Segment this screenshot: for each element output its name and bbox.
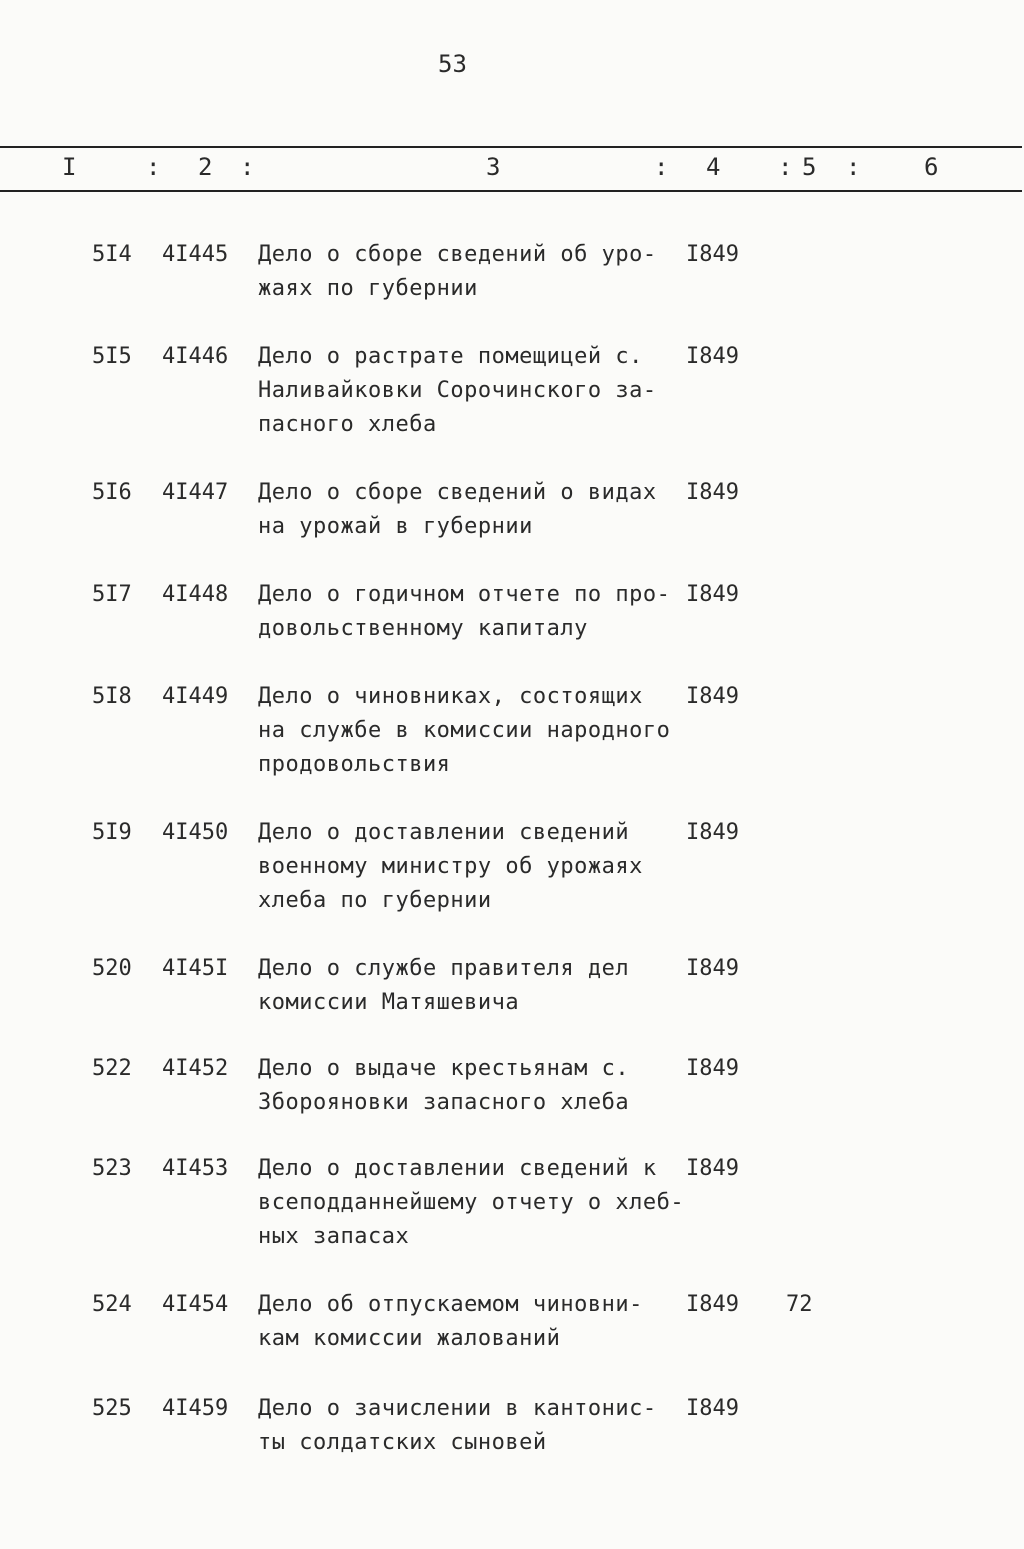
title-line: всеподданнейшему отчету о хлеб- — [258, 1190, 685, 1215]
title-line: ных запасах — [258, 1224, 410, 1249]
entry-inventory-number: 4I449 — [162, 684, 229, 709]
title-line: Дело об отпускаемом чиновни- — [258, 1292, 643, 1317]
column-header-5: 5 — [802, 153, 817, 181]
title-line: на службе в комиссии народного — [258, 718, 671, 743]
title-line: Наливайковки Сорочинского за- — [258, 378, 657, 403]
entry-number: 523 — [92, 1156, 132, 1181]
column-header-6: 6 — [924, 153, 939, 181]
column-header-1: I — [62, 153, 77, 181]
entry-inventory-number: 4I450 — [162, 820, 229, 845]
title-line: ты солдатских сыновей — [258, 1430, 547, 1455]
entry-number: 520 — [92, 956, 132, 981]
entry-year: I849 — [686, 344, 739, 369]
entry-year: I849 — [686, 582, 739, 607]
entry-inventory-number: 4I453 — [162, 1156, 229, 1181]
title-line: Дело о растрате помещицей с. — [258, 344, 643, 369]
entry-number: 522 — [92, 1056, 132, 1081]
column-separator: : — [240, 153, 255, 181]
entry-inventory-number: 4I454 — [162, 1292, 229, 1317]
title-line: пасного хлеба — [258, 412, 437, 437]
entry-title — [258, 340, 688, 442]
title-line: Дело о сборе сведений об уро- — [258, 242, 657, 267]
column-separator: : — [846, 153, 861, 181]
title-line: кам комиссии жалований — [258, 1326, 561, 1351]
entry-number: 5I6 — [92, 480, 132, 505]
entry-inventory-number: 4I45I — [162, 956, 229, 981]
column-separator: : — [778, 153, 793, 181]
column-header-4: 4 — [706, 153, 721, 181]
entry-year: I849 — [686, 684, 739, 709]
entry-title — [258, 578, 688, 646]
entry-year: I849 — [686, 242, 739, 267]
entry-year: I849 — [686, 820, 739, 845]
entry-number: 525 — [92, 1396, 132, 1421]
column-separator: : — [654, 153, 669, 181]
title-line: Збороянoвки запасного хлеба — [258, 1090, 630, 1115]
entry-title — [258, 1288, 688, 1356]
title-line: жаях по губернии — [258, 276, 478, 301]
title-line: Дело о доставлении сведений к — [258, 1156, 657, 1181]
entry-sheets: 72 — [786, 1292, 813, 1317]
page-number: 53 — [438, 50, 467, 78]
entry-title — [258, 680, 688, 782]
entry-number: 5I5 — [92, 344, 132, 369]
entry-inventory-number: 4I448 — [162, 582, 229, 607]
title-line: Дело о службе правителя дел — [258, 956, 630, 981]
column-header-2: 2 — [198, 153, 213, 181]
entry-title — [258, 816, 688, 918]
entry-number: 5I7 — [92, 582, 132, 607]
entry-title — [258, 476, 688, 544]
entry-title — [258, 238, 688, 306]
entry-year: I849 — [686, 1056, 739, 1081]
entry-year: I849 — [686, 1292, 739, 1317]
title-line: Дело о чиновниках, состоящих — [258, 684, 643, 709]
title-line: продовольствия — [258, 752, 451, 777]
entry-year: I849 — [686, 956, 739, 981]
title-line: Дело о выдаче крестьянам с. — [258, 1056, 630, 1081]
entry-year: I849 — [686, 1396, 739, 1421]
entry-title — [258, 1052, 688, 1120]
entry-year: I849 — [686, 480, 739, 505]
title-line: Дело о сборе сведений о видах — [258, 480, 657, 505]
entry-title — [258, 1392, 688, 1460]
entry-inventory-number: 4I445 — [162, 242, 229, 267]
entry-number: 5I8 — [92, 684, 132, 709]
entry-year: I849 — [686, 1156, 739, 1181]
header-rule-top — [0, 146, 1022, 148]
entry-inventory-number: 4I447 — [162, 480, 229, 505]
title-line: Дело о годичном отчете по про- — [258, 582, 671, 607]
title-line: хлеба по губернии — [258, 888, 492, 913]
entry-inventory-number: 4I459 — [162, 1396, 229, 1421]
entry-inventory-number: 4I446 — [162, 344, 229, 369]
title-line: комиссии Матяшевича — [258, 990, 520, 1015]
title-line: довольственному капиталу — [258, 616, 588, 641]
column-header-3: 3 — [486, 153, 501, 181]
entry-title — [258, 1152, 688, 1254]
entry-number: 5I4 — [92, 242, 132, 267]
entry-number: 5I9 — [92, 820, 132, 845]
entry-number: 524 — [92, 1292, 132, 1317]
title-line: на урожай в губернии — [258, 514, 533, 539]
header-rule-bottom — [0, 190, 1022, 192]
title-line: Дело о зачислении в кантонис- — [258, 1396, 657, 1421]
entry-inventory-number: 4I452 — [162, 1056, 229, 1081]
title-line: Дело о доставлении сведений — [258, 820, 630, 845]
entry-title — [258, 952, 688, 1020]
title-line: военному министру об урожаях — [258, 854, 643, 879]
column-separator: : — [146, 153, 161, 181]
